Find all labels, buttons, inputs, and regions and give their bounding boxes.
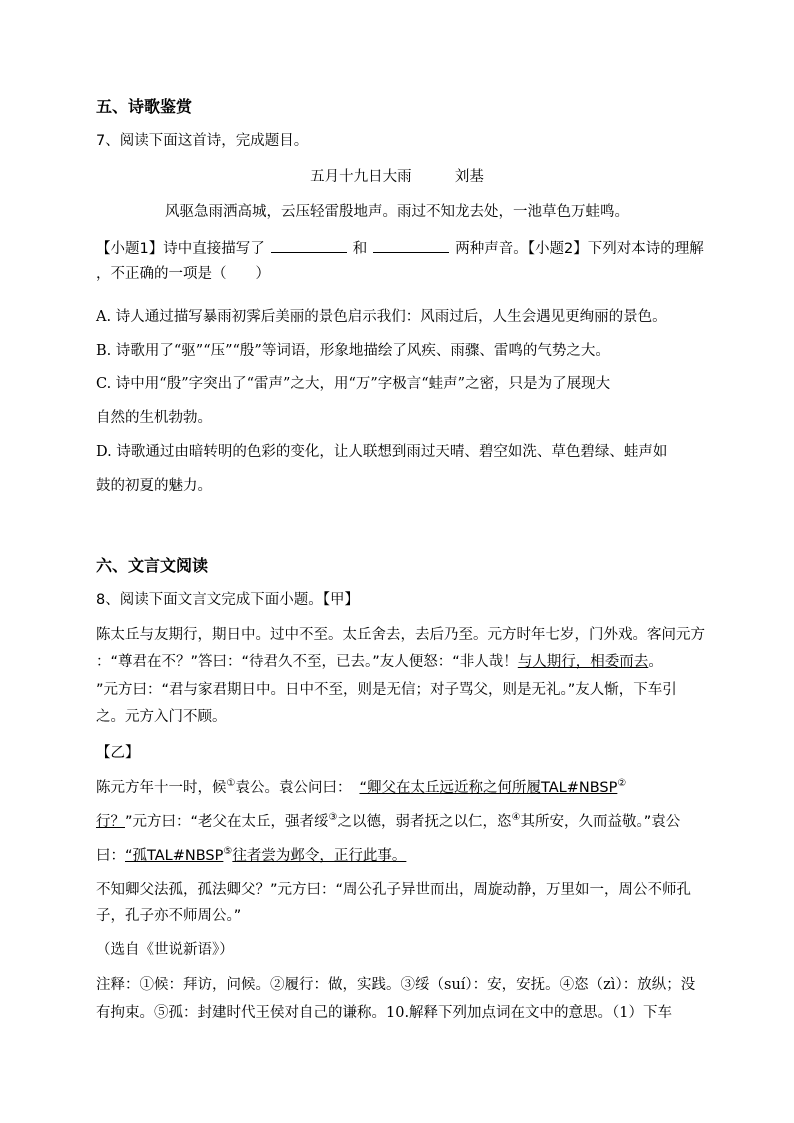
subquestion-1-text: 【小题1】诗中直接描写了 [96,241,265,257]
poem-title-line [0,167,794,187]
question-7-intro: 7、阅读下面这首诗，完成题目。 [96,133,309,149]
notes-line-1: 注释：①候：拜访，问候。②履行：做，实践。③绥（suí）：安，安抚。④恣（zì）：放纵；没 [96,977,696,993]
underlined-sentence-3-b: 往者尝为邺令，正行此事。 [232,848,407,864]
passage-yi-label: 【乙】 [96,745,140,761]
passage-jia-line-1: 陈太丘与友期行，期日中。过中不至。太丘舍去，去后乃至。元方时年七岁，门外戏。客问元方 [96,627,705,643]
option-c-line-2: 自然的生机勃勃。 [96,410,212,426]
option-d-line-1: D. 诗歌通过由暗转明的色彩的变化，让人联想到雨过天晴、碧空如洗、草色碧绿、蛙声如 [96,444,668,460]
option-d-line-2: 鼓的初夏的魅力。 [96,478,212,494]
source-citation: （选自《世说新语》） [96,942,234,958]
question-8-intro: 8、阅读下面文言文完成下面小题。【甲】 [96,592,359,608]
passage-yi-line-5: 子，孔子亦不师周公。” [96,908,242,924]
footnote-marker-2: ② [617,778,627,790]
subquestion-1-and: 和 [352,241,368,257]
footnote-marker-3: ③ [328,812,338,824]
underlined-sentence-2: “卿父在太丘远近称之何所履TAL#NBSP [359,780,618,796]
passage-jia-line-3: ”元方曰：“君与家君期日中。日中不至，则是无信；对子骂父，则是无礼。”友人惭，下车引 [96,682,677,698]
poem-author: 刘基 [454,169,484,185]
passage-yi-line-2-text-b: 之以德，弱者抚之以仁，恣 [337,814,512,830]
footnote-marker-5: ⑤ [223,846,233,858]
underlined-sentence-2-end: 行？ [96,814,125,830]
passage-yi-line-4: 不知卿父法孤，孤法卿父？”元方曰：“周公孔子异世而出，周旋动静，万里如一，周公不师孔 [96,882,692,898]
subquestion-line [96,238,704,259]
passage-yi-line-2-text: ”元方曰：“老父在太丘，强者绥 [125,814,329,830]
poem-title: 五月十九日大雨 [310,169,412,185]
footnote-marker-1: ① [226,778,236,790]
passage-jia-line-2-text: ：“尊君在不？”答曰：“待君久不至，已去。”友人便怒：“非人哉！ [96,654,518,670]
underlined-sentence-1: 与人期行，相委而去 [517,654,649,670]
answer-blank-2[interactable] [373,238,449,253]
underlined-sentence-3-a: “孤TAL#NBSP [125,848,224,864]
passage-jia-line-2-end: 。 [648,654,663,670]
section-heading-classical: 六、文言文阅读 [96,556,209,575]
option-a: A. 诗人通过描写暴雨初霁后美丽的景色启示我们：风雨过后，人生会遇见更绚丽的景色。 [96,309,667,325]
poem-body: 风驱急雨洒高城，云压轻雷殷地声。雨过不知龙去处，一池草色万蛙鸣。 [165,204,629,220]
section-heading-poetry: 五、诗歌鉴赏 [96,97,193,116]
passage-yi-line-1-text: 陈元方年十一时，候 [96,780,227,796]
subquestion-2-text: 两种声音。【小题2】下列对本诗的理解 [455,241,704,257]
passage-jia-line-2 [96,652,663,672]
passage-yi-line-1-text-b: 袁公。袁公问曰： [235,780,352,796]
option-c-line-1: C. 诗中用“殷”字突出了“雷声”之大，用“万”字极言“蛙声”之密，只是为了展现大 [96,376,611,392]
passage-yi-line-2-text-c: 其所安，久而益敬。”袁公 [520,814,681,830]
passage-yi-line-3-text: 曰： [96,848,125,864]
subquestion-2-cont: ，不正确的一项是（ ） [96,266,270,282]
passage-jia-line-4: 之。元方入门不顾。 [96,709,227,725]
answer-blank-1[interactable] [271,238,347,253]
passage-yi-line-3 [96,846,406,866]
notes-line-2: 有拘束。⑤孤：封建时代王侯对自己的谦称。10.解释下列加点词在文中的意思。（1）下车 [96,1005,673,1021]
footnote-marker-4: ④ [511,812,521,824]
passage-yi-line-1 [96,778,626,798]
option-b: B. 诗歌用了“驱”“压”“殷”等词语，形象地描绘了风疾、雨骤、雷鸣的气势之大。 [96,343,610,359]
passage-yi-line-2 [96,812,680,832]
